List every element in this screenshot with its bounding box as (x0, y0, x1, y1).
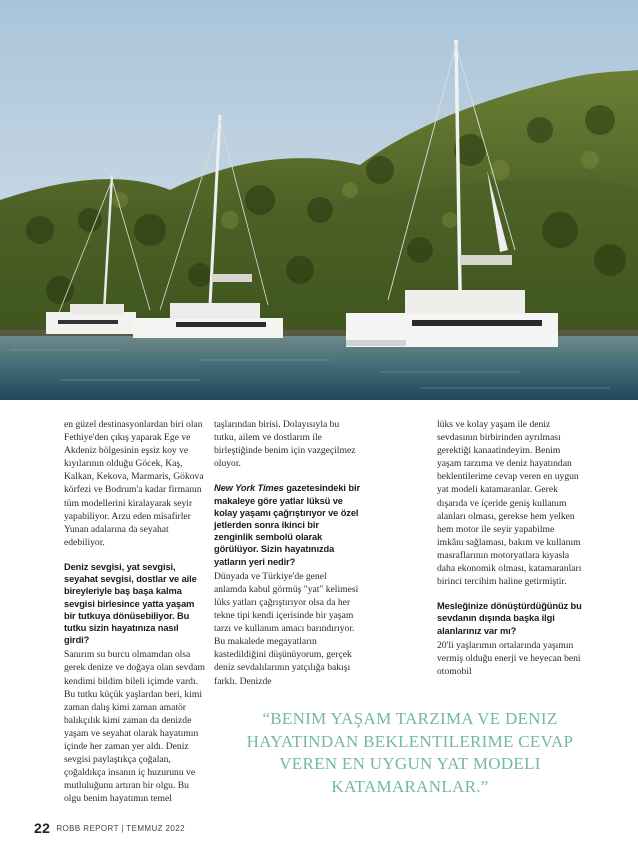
article-column-3 (437, 418, 583, 678)
page-footer (34, 820, 185, 836)
paragraph: Sanırım su burcu olmamdan olsa gerek denize ve doğaya olan sevdam kendimi bildim bileli içimde vardı. Bu tutku küçük yaşlardan beri, kimi zaman dalış kimi zaman amatör balıkçılık kimi zaman da denizde yaşam ve seyahat olarak hayatımın içinde her zaman yer aldı. Deniz sevgisi paylaştıkça çoğalan, çoğaldıkça insanın iç huzurunu ve mutluluğunu artıran bir olgu. Bu olgu benim hayatımın temel (64, 649, 205, 805)
paragraph: Dünyada ve Türkiye'de genel anlamda kabul görmüş "yat" kelimesi lüks yatları çağrıştırıyor olsa da her tekne tipi kendi içerisinde bir yaşam tarzı ve kullanım amacı barındırıyor. Bu makalede megayatların kastedildiğini düşünüyorum, gerçek deniz sevdalılarının yatçılığa bakışı farklı. Denizde (214, 570, 359, 687)
interview-question: Mesleğinize dönüştürdüğünüz bu sevdanın dışında başka ilgi alanlarınız var mı? (437, 601, 582, 636)
paragraph: en güzel destinasyonlardan biri olan Fethiye'den çıkış yaparak Ege ve Akdeniz bölgesinin eşsiz koy ve kıyılarının olduğu Göcek, Kaş, Kalkan, Kekova, Marmaris, Gökova körfezi ve Bodrum'a kadar firmanın tüm modellerini kiralayarak seyir yapabiliyor. Arzu eden misafirler Yunan adalarına da seyahat edebiliyor. (64, 419, 204, 548)
article-column-2 (214, 418, 360, 688)
page-number: 22 (34, 820, 51, 836)
article-column-1 (64, 418, 206, 805)
catamarans-bay-photo (0, 0, 638, 400)
paragraph: taşlarından birisi. Dolayısıyla bu tutku, ailem ve dostlarım ile birleştiğinde benim için vazgeçilmez oluyor. (214, 419, 356, 470)
interview-question (214, 482, 360, 567)
question-text: gazetesindeki bir makaleye göre yatlar lüksü ve kolay yaşamı çağrıştırıyor ve özel jetlerden sonra ikinci bir zenginlik sembolü olarak görülüyor. Sizin hayatınızda yatların yeri nedir? (214, 483, 360, 567)
paragraph: lüks ve kolay yaşam ile deniz sevdasının birbirinden ayrılması gerektiği kanaatindeyim. Benim yaşam tarzıma ve deniz hayatından beklentilerime cevap veren en uygun yat modeli katamaranlar. Gerek dışarıda ve içeride geniş kullanım alanları olması, gerekse hem yelken hem motor ile seyir yapabilme imkânı sağlaması, bakım ve kullanım masraflarının motoryatlara kıyasla daha ekonomik olması, katamaranları birinci tercihim haline getirmiştir. (437, 419, 582, 588)
publication-info: ROBB REPORT | TEMMUZ 2022 (56, 824, 185, 833)
interview-question: Deniz sevgisi, yat sevgisi, seyahat sevgisi, dostlar ve aile bireyleriyle baş başa kalma sevgisi birlesince yatta yaşam bir tutkuya dönüsebiliyor. Bu tutku sizin hayatınıza nasıl girdi? (64, 561, 197, 646)
pull-quote: “BENIM YAŞAM TARZIMA VE DENIZ HAYATINDAN BEKLENTILERIME CEVAP VEREN EN UYGUN YAT MODELI KATAMARANLAR.” (246, 709, 574, 796)
publication-name: New York Times (214, 483, 284, 494)
paragraph: 20'li yaşlarımın ortalarında yaşımın vermiş olduğu enerji ve heyecan beni otomobil (437, 639, 581, 678)
